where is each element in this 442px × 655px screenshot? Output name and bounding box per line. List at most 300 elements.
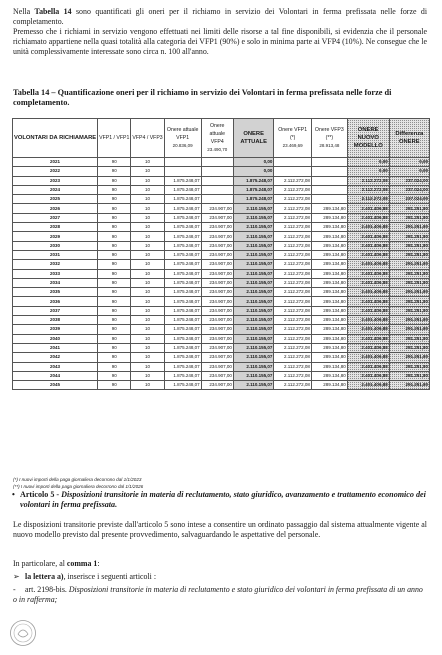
table-cell-o4: 234.907,00 bbox=[201, 316, 233, 325]
table-cell-vfp1: 90 bbox=[98, 213, 131, 222]
table-cell-n1: 2.112.272,08 bbox=[274, 353, 312, 362]
table-cell-att: 0,00 bbox=[233, 167, 274, 176]
table-cell-diff: 291.251,80 bbox=[389, 213, 429, 222]
table-cell-n3 bbox=[311, 167, 347, 176]
table-cell-vfp1: 90 bbox=[98, 260, 131, 269]
table-cell-n3: 289.134,80 bbox=[311, 362, 347, 371]
header-vfp4: VFP4 / VFP3 bbox=[131, 119, 164, 158]
table-cell-o1: 1.875.248,07 bbox=[164, 269, 201, 278]
table-cell-year: 2038 bbox=[13, 316, 98, 325]
table-cell-att: 2.110.155,07 bbox=[233, 250, 274, 259]
body-paragraph-2 bbox=[13, 559, 100, 569]
table-cell-nuovo: 2.401.406,88 bbox=[347, 343, 389, 352]
table-cell-n3 bbox=[311, 158, 347, 167]
table-cell-nuovo: 0,00 bbox=[347, 158, 389, 167]
table-cell-year: 2021 bbox=[13, 158, 98, 167]
table-row bbox=[13, 362, 430, 371]
table-note-2: (**) I nuovi importi della paga giornaliera decorrono dal 1/1/2026 bbox=[13, 484, 144, 490]
table-cell-o4: 234.907,00 bbox=[201, 204, 233, 213]
table-cell-year: 2028 bbox=[13, 223, 98, 232]
table-cell-nuovo: 2.401.406,88 bbox=[347, 269, 389, 278]
table-cell-vfp4: 10 bbox=[131, 297, 164, 306]
table-row bbox=[13, 278, 430, 287]
table-cell-o1: 1.875.248,07 bbox=[164, 213, 201, 222]
intro-lead: Nella bbox=[13, 7, 35, 16]
table-cell-vfp4: 10 bbox=[131, 325, 164, 334]
article-2198bis-title: Disposizioni transitorie in materia di reclutamento e stato giuridico dei volontari in ferma prefissata di un anno o in rafferma; bbox=[13, 585, 423, 604]
table-cell-nuovo: 2.401.406,88 bbox=[347, 334, 389, 343]
table-cell-diff: 291.251,80 bbox=[389, 316, 429, 325]
table-cell-nuovo: 2.401.406,88 bbox=[347, 223, 389, 232]
table-cell-vfp1: 90 bbox=[98, 185, 131, 194]
table-cell-n1: 2.112.272,08 bbox=[274, 316, 312, 325]
header-onere-vfp1-label: Onere attuale VFP1 bbox=[166, 127, 199, 141]
table-cell-n1: 2.112.272,08 bbox=[274, 232, 312, 241]
table-cell-o1: 1.875.248,07 bbox=[164, 223, 201, 232]
table-cell-o1 bbox=[164, 158, 201, 167]
table-cell-vfp4: 10 bbox=[131, 232, 164, 241]
table-cell-n1: 2.112.272,08 bbox=[274, 325, 312, 334]
table-cell-o1: 1.875.248,07 bbox=[164, 176, 201, 185]
table-cell-att: 2.110.155,07 bbox=[233, 269, 274, 278]
table-cell-diff: 291.251,80 bbox=[389, 232, 429, 241]
table-cell-diff: 291.251,80 bbox=[389, 269, 429, 278]
table-cell-vfp1: 90 bbox=[98, 278, 131, 287]
table-body bbox=[13, 158, 430, 390]
table-cell-vfp1: 90 bbox=[98, 167, 131, 176]
table-cell-year: 2030 bbox=[13, 241, 98, 250]
table-cell-year: 2044 bbox=[13, 371, 98, 380]
table-cell-n3: 289.134,80 bbox=[311, 232, 347, 241]
table-cell-n3: 289.134,80 bbox=[311, 343, 347, 352]
table-cell-n3: 289.134,80 bbox=[311, 204, 347, 213]
table-cell-vfp1: 90 bbox=[98, 250, 131, 259]
table-cell-vfp1: 90 bbox=[98, 297, 131, 306]
para2-tail: : bbox=[97, 559, 100, 568]
table-cell-att: 1.875.248,07 bbox=[233, 176, 274, 185]
table-cell-n3: 289.134,80 bbox=[311, 381, 347, 390]
table-cell-nuovo: 2.112.272,08 bbox=[347, 195, 389, 204]
table-cell-vfp1: 90 bbox=[98, 158, 131, 167]
table-cell-year: 2034 bbox=[13, 278, 98, 287]
table-cell-vfp1: 90 bbox=[98, 223, 131, 232]
table-cell-n1: 2.112.272,08 bbox=[274, 306, 312, 315]
table-cell-nuovo: 2.401.406,88 bbox=[347, 288, 389, 297]
table-cell-vfp1: 90 bbox=[98, 176, 131, 185]
table-cell-n3: 289.134,80 bbox=[311, 223, 347, 232]
table-cell-diff: 291.251,80 bbox=[389, 278, 429, 287]
cost-table bbox=[12, 118, 430, 390]
table-cell-vfp4: 10 bbox=[131, 334, 164, 343]
table-cell-nuovo: 2.401.406,88 bbox=[347, 232, 389, 241]
table-reference: Tabella 14 bbox=[34, 7, 72, 16]
arrow-bullet-icon: ➢ bbox=[13, 572, 20, 581]
header-vfp1: VFP1 / VFP1 bbox=[98, 119, 131, 158]
table-cell-o1: 1.875.248,07 bbox=[164, 334, 201, 343]
table-cell-o4: 234.907,00 bbox=[201, 371, 233, 380]
table-row bbox=[13, 158, 430, 167]
table-row bbox=[13, 241, 430, 250]
bullet-icon: • bbox=[12, 490, 15, 499]
table-row bbox=[13, 223, 430, 232]
table-cell-diff: 291.251,80 bbox=[389, 325, 429, 334]
header-onere-nuovo: ONERE NUOVO MODELLO bbox=[347, 119, 389, 158]
table-cell-vfp1: 90 bbox=[98, 269, 131, 278]
table-cell-o4: 234.907,00 bbox=[201, 353, 233, 362]
table-cell-year: 2024 bbox=[13, 185, 98, 194]
table-cell-diff: 291.251,80 bbox=[389, 371, 429, 380]
table-cell-o4 bbox=[201, 195, 233, 204]
table-cell-vfp4: 10 bbox=[131, 204, 164, 213]
table-cell-o4: 234.907,00 bbox=[201, 250, 233, 259]
table-cell-o1: 1.875.248,07 bbox=[164, 232, 201, 241]
table-cell-diff: 291.251,80 bbox=[389, 223, 429, 232]
table-cell-year: 2043 bbox=[13, 362, 98, 371]
table-cell-n1: 2.112.272,08 bbox=[274, 278, 312, 287]
unit-cost-vfp4-attuale: 23.490,70 bbox=[207, 147, 228, 152]
table-cell-vfp1: 90 bbox=[98, 325, 131, 334]
table-notes bbox=[13, 476, 143, 491]
table-cell-nuovo: 2.401.406,88 bbox=[347, 260, 389, 269]
table-cell-nuovo: 0,00 bbox=[347, 167, 389, 176]
table-cell-vfp1: 90 bbox=[98, 195, 131, 204]
table-cell-n1: 2.112.272,08 bbox=[274, 269, 312, 278]
table-cell-o1: 1.875.248,07 bbox=[164, 381, 201, 390]
table-cell-vfp1: 90 bbox=[98, 362, 131, 371]
header-onere-vfp3-new-label: Onere VFP3 (**) bbox=[314, 127, 344, 141]
table-cell-diff: 291.251,80 bbox=[389, 334, 429, 343]
table-row bbox=[13, 185, 430, 194]
table-cell-n3: 289.134,80 bbox=[311, 297, 347, 306]
table-cell-o1: 1.875.248,07 bbox=[164, 306, 201, 315]
table-cell-diff: 0,00 bbox=[389, 167, 429, 176]
table-row bbox=[13, 195, 430, 204]
table-cell-nuovo: 2.401.406,88 bbox=[347, 306, 389, 315]
table-cell-att: 2.110.155,07 bbox=[233, 241, 274, 250]
table-cell-nuovo: 2.401.406,88 bbox=[347, 353, 389, 362]
table-cell-att: 2.110.155,07 bbox=[233, 213, 274, 222]
table-cell-diff: 291.251,80 bbox=[389, 250, 429, 259]
table-cell-att: 2.110.155,07 bbox=[233, 232, 274, 241]
table-cell-n1: 2.112.272,08 bbox=[274, 241, 312, 250]
table-cell-o4: 234.907,00 bbox=[201, 260, 233, 269]
list-item-article-2198bis bbox=[13, 585, 425, 605]
table-cell-vfp4: 10 bbox=[131, 288, 164, 297]
table-row bbox=[13, 353, 430, 362]
unit-cost-vfp3-nuovo: 28.913,48 bbox=[319, 143, 340, 148]
table-row bbox=[13, 213, 430, 222]
header-volontari: VOLONTARI DA RICHIAMARE bbox=[13, 119, 98, 158]
table-cell-nuovo: 2.401.406,88 bbox=[347, 241, 389, 250]
table-cell-vfp4: 10 bbox=[131, 353, 164, 362]
table-cell-diff: 291.251,80 bbox=[389, 306, 429, 315]
para2-reference: comma 1 bbox=[66, 559, 98, 568]
table-cell-vfp1: 90 bbox=[98, 343, 131, 352]
table-cell-o1: 1.875.248,07 bbox=[164, 278, 201, 287]
table-cell-vfp1: 90 bbox=[98, 306, 131, 315]
table-cell-vfp4: 10 bbox=[131, 260, 164, 269]
table-cell-vfp4: 10 bbox=[131, 213, 164, 222]
table-cell-nuovo: 2.401.406,88 bbox=[347, 204, 389, 213]
table-cell-vfp4: 10 bbox=[131, 176, 164, 185]
table-cell-o1: 1.875.248,07 bbox=[164, 362, 201, 371]
table-cell-vfp1: 90 bbox=[98, 353, 131, 362]
table-cell-diff: 237.024,00 bbox=[389, 185, 429, 194]
letter-a-reference: la lettera a) bbox=[25, 572, 64, 581]
table-cell-n1 bbox=[274, 158, 312, 167]
table-cell-year: 2025 bbox=[13, 195, 98, 204]
table-cell-n3: 289.134,80 bbox=[311, 288, 347, 297]
table-row bbox=[13, 250, 430, 259]
table-cell-n3: 289.134,80 bbox=[311, 260, 347, 269]
article-2198bis-number: art. 2198-bis. bbox=[25, 585, 67, 594]
table-cell-vfp4: 10 bbox=[131, 250, 164, 259]
table-cell-nuovo: 2.401.406,88 bbox=[347, 316, 389, 325]
table-cell-att: 2.110.155,07 bbox=[233, 334, 274, 343]
table-cell-nuovo: 2.401.406,88 bbox=[347, 278, 389, 287]
table-row bbox=[13, 334, 430, 343]
table-cell-diff: 291.251,80 bbox=[389, 288, 429, 297]
table-cell-year: 2035 bbox=[13, 288, 98, 297]
table-cell-o1: 1.875.248,07 bbox=[164, 297, 201, 306]
table-cell-o1: 1.875.248,07 bbox=[164, 241, 201, 250]
table-cell-year: 2042 bbox=[13, 353, 98, 362]
table-cell-nuovo: 2.401.406,88 bbox=[347, 362, 389, 371]
table-cell-att: 2.110.155,07 bbox=[233, 288, 274, 297]
table-cell-n1: 2.112.272,08 bbox=[274, 334, 312, 343]
header-onere-vfp4-label: Onere attuale VFP4 bbox=[209, 123, 226, 145]
table-cell-year: 2031 bbox=[13, 250, 98, 259]
header-onere-vfp3-new bbox=[311, 119, 347, 158]
table-cell-n3: 289.134,80 bbox=[311, 278, 347, 287]
header-onere-vfp1-new-label: Onere VFP1 (*) bbox=[278, 127, 308, 141]
table-cell-diff: 291.251,80 bbox=[389, 343, 429, 352]
table-cell-vfp1: 90 bbox=[98, 241, 131, 250]
table-cell-year: 2033 bbox=[13, 269, 98, 278]
table-cell-diff: 291.251,80 bbox=[389, 353, 429, 362]
table-cell-att: 2.110.155,07 bbox=[233, 306, 274, 315]
list-item-letter-a bbox=[13, 572, 156, 582]
table-cell-vfp1: 90 bbox=[98, 334, 131, 343]
table-cell-n3 bbox=[311, 176, 347, 185]
table-cell-o4: 234.907,00 bbox=[201, 297, 233, 306]
table-cell-att: 2.110.155,07 bbox=[233, 204, 274, 213]
table-cell-diff: 291.251,80 bbox=[389, 241, 429, 250]
table-cell-vfp4: 10 bbox=[131, 167, 164, 176]
table-caption: Tabella 14 – Quantificazione oneri per il richiamo in servizio dei Volontari in ferma prefissata nelle forze di completamento. bbox=[13, 88, 392, 107]
table-row bbox=[13, 343, 430, 352]
table-cell-vfp4: 10 bbox=[131, 362, 164, 371]
table-cell-nuovo: 2.401.406,88 bbox=[347, 213, 389, 222]
table-cell-o4: 234.907,00 bbox=[201, 362, 233, 371]
table-cell-n1: 2.112.272,08 bbox=[274, 362, 312, 371]
table-cell-vfp1: 90 bbox=[98, 371, 131, 380]
table-cell-year: 2045 bbox=[13, 381, 98, 390]
table-cell-n1 bbox=[274, 167, 312, 176]
stamp-seal-icon bbox=[8, 618, 38, 648]
table-cell-o4: 234.907,00 bbox=[201, 325, 233, 334]
table-cell-o1: 1.875.248,07 bbox=[164, 204, 201, 213]
dash-bullet-icon: - bbox=[13, 585, 16, 594]
table-cell-n3 bbox=[311, 195, 347, 204]
table-cell-nuovo: 2.112.272,08 bbox=[347, 185, 389, 194]
table-cell-n3: 289.134,80 bbox=[311, 316, 347, 325]
header-onere-vfp4 bbox=[201, 119, 233, 158]
table-cell-diff: 291.251,80 bbox=[389, 204, 429, 213]
table-cell-year: 2040 bbox=[13, 334, 98, 343]
table-cell-vfp4: 10 bbox=[131, 158, 164, 167]
table-cell-year: 2026 bbox=[13, 204, 98, 213]
table-row bbox=[13, 176, 430, 185]
table-cell-diff: 0,00 bbox=[389, 158, 429, 167]
table-cell-n1: 2.112.272,08 bbox=[274, 297, 312, 306]
header-onere-attuale: ONERE ATTUALE bbox=[233, 119, 274, 158]
table-cell-n3: 289.134,80 bbox=[311, 353, 347, 362]
table-row bbox=[13, 306, 430, 315]
table-cell-diff: 237.024,00 bbox=[389, 176, 429, 185]
table-cell-year: 2032 bbox=[13, 260, 98, 269]
table-row bbox=[13, 232, 430, 241]
table-cell-year: 2039 bbox=[13, 325, 98, 334]
table-cell-att: 2.110.155,07 bbox=[233, 362, 274, 371]
table-row bbox=[13, 325, 430, 334]
table-cell-diff: 291.251,80 bbox=[389, 260, 429, 269]
table-cell-att: 2.110.155,07 bbox=[233, 325, 274, 334]
table-cell-year: 2036 bbox=[13, 297, 98, 306]
table-cell-n1: 2.112.272,08 bbox=[274, 223, 312, 232]
table-row bbox=[13, 316, 430, 325]
table-cell-att: 1.875.248,07 bbox=[233, 185, 274, 194]
table-cell-diff: 291.251,80 bbox=[389, 362, 429, 371]
table-row bbox=[13, 288, 430, 297]
table-cell-o4: 234.907,00 bbox=[201, 223, 233, 232]
table-cell-n1: 2.112.272,08 bbox=[274, 195, 312, 204]
table-cell-o4: 234.907,00 bbox=[201, 213, 233, 222]
table-cell-nuovo: 2.401.406,88 bbox=[347, 381, 389, 390]
table-cell-o1: 1.875.248,07 bbox=[164, 250, 201, 259]
table-cell-o4: 234.907,00 bbox=[201, 232, 233, 241]
table-cell-diff: 291.251,80 bbox=[389, 381, 429, 390]
intro-paragraph bbox=[13, 7, 427, 57]
table-cell-diff: 291.251,80 bbox=[389, 297, 429, 306]
table-cell-vfp4: 10 bbox=[131, 343, 164, 352]
table-note-1: (*) I nuovi importi della paga giornaliera decorrono dal 1/1/2023 bbox=[13, 477, 142, 482]
table-cell-o1: 1.875.248,07 bbox=[164, 316, 201, 325]
table-row bbox=[13, 204, 430, 213]
table-cell-o1: 1.875.248,07 bbox=[164, 353, 201, 362]
table-cell-o1: 1.875.248,07 bbox=[164, 195, 201, 204]
table-cell-vfp4: 10 bbox=[131, 195, 164, 204]
table-cell-att: 2.110.155,07 bbox=[233, 260, 274, 269]
table-cell-n3: 289.134,80 bbox=[311, 371, 347, 380]
table-cell-n3: 289.134,80 bbox=[311, 334, 347, 343]
table-cell-att: 0,00 bbox=[233, 158, 274, 167]
table-cell-o4: 234.907,00 bbox=[201, 278, 233, 287]
table-cell-att: 2.110.155,07 bbox=[233, 371, 274, 380]
table-cell-att: 1.875.248,07 bbox=[233, 195, 274, 204]
table-cell-vfp4: 10 bbox=[131, 371, 164, 380]
table-cell-o4 bbox=[201, 158, 233, 167]
table-cell-vfp4: 10 bbox=[131, 306, 164, 315]
table-cell-att: 2.110.155,07 bbox=[233, 381, 274, 390]
table-cell-att: 2.110.155,07 bbox=[233, 297, 274, 306]
table-cell-att: 2.110.155,07 bbox=[233, 353, 274, 362]
article-title: Disposizioni transitorie in materia di reclutamento, stato giuridico, avanzamento e trattamento economico dei volontari in ferma prefissata. bbox=[20, 490, 426, 509]
table-cell-year: 2022 bbox=[13, 167, 98, 176]
table-cell-year: 2023 bbox=[13, 176, 98, 185]
table-cell-n3: 289.134,80 bbox=[311, 250, 347, 259]
table-cell-att: 2.110.155,07 bbox=[233, 343, 274, 352]
table-cell-n1: 2.112.272,08 bbox=[274, 185, 312, 194]
table-cell-year: 2037 bbox=[13, 306, 98, 315]
table-cell-n3: 289.134,80 bbox=[311, 213, 347, 222]
table-row bbox=[13, 297, 430, 306]
para2-lead: In particolare, al bbox=[13, 559, 67, 568]
letter-a-text: , inserisce i seguenti articoli : bbox=[63, 572, 157, 581]
table-cell-o1: 1.875.248,07 bbox=[164, 185, 201, 194]
table-cell-year: 2041 bbox=[13, 343, 98, 352]
table-cell-n3 bbox=[311, 185, 347, 194]
table-cell-year: 2029 bbox=[13, 232, 98, 241]
table-cell-vfp1: 90 bbox=[98, 288, 131, 297]
table-cell-vfp1: 90 bbox=[98, 204, 131, 213]
table-cell-nuovo: 2.401.406,88 bbox=[347, 371, 389, 380]
header-onere-vfp1 bbox=[164, 119, 201, 158]
table-cell-vfp4: 10 bbox=[131, 278, 164, 287]
intro-text-2: Premesso che i richiami in servizio vengono effettuati nei limiti delle risorse a tal fine disponibili, si evidenzia che il personale richiamato appartiene nella quasi totalità alla categoria dei VFP1 (90%) e solo in minima parte ai VFP4 (10%). Ne consegue che le unità complessivamente interessate sono circa n. 100 all'anno. bbox=[13, 26, 427, 56]
table-cell-vfp4: 10 bbox=[131, 223, 164, 232]
table-cell-n1: 2.112.272,08 bbox=[274, 204, 312, 213]
table-row bbox=[13, 381, 430, 390]
table-row bbox=[13, 371, 430, 380]
table-cell-n3: 289.134,80 bbox=[311, 325, 347, 334]
table-cell-o1: 1.875.248,07 bbox=[164, 260, 201, 269]
table-row bbox=[13, 167, 430, 176]
table-cell-vfp4: 10 bbox=[131, 185, 164, 194]
table-cell-vfp4: 10 bbox=[131, 241, 164, 250]
body-paragraph-1: Le disposizioni transitorie previste dall'articolo 5 sono intese a consentire un ordinato passaggio dal sistema attualmente vigente al nuovo modello previsto dal presente provvedimento, salvaguardando le aspettative del personale. bbox=[13, 520, 427, 539]
table-cell-att: 2.110.155,07 bbox=[233, 223, 274, 232]
table-cell-n1: 2.112.272,08 bbox=[274, 381, 312, 390]
table-cell-n1: 2.112.272,08 bbox=[274, 371, 312, 380]
table-cell-n3: 289.134,80 bbox=[311, 241, 347, 250]
table-cell-diff: 237.024,00 bbox=[389, 195, 429, 204]
table-cell-o4: 234.907,00 bbox=[201, 343, 233, 352]
table-cell-nuovo: 2.401.406,88 bbox=[347, 297, 389, 306]
unit-cost-vfp1-attuale: 20.836,09 bbox=[172, 143, 193, 148]
table-cell-o4: 234.907,00 bbox=[201, 241, 233, 250]
table-cell-o4: 234.907,00 bbox=[201, 306, 233, 315]
table-cell-n1: 2.112.272,08 bbox=[274, 250, 312, 259]
table-cell-att: 2.110.155,07 bbox=[233, 278, 274, 287]
table-cell-o1: 1.875.248,07 bbox=[164, 371, 201, 380]
table-cell-o4 bbox=[201, 167, 233, 176]
table-cell-vfp1: 90 bbox=[98, 232, 131, 241]
article-number: Articolo 5 - bbox=[20, 490, 62, 499]
table-cell-n1: 2.112.272,08 bbox=[274, 213, 312, 222]
table-cell-n1: 2.112.272,08 bbox=[274, 260, 312, 269]
table-cell-n1: 2.112.272,08 bbox=[274, 343, 312, 352]
table-cell-o4: 234.907,00 bbox=[201, 381, 233, 390]
table-cell-o4 bbox=[201, 176, 233, 185]
table-cell-n3: 289.134,80 bbox=[311, 306, 347, 315]
table-cell-vfp1: 90 bbox=[98, 316, 131, 325]
table-cell-nuovo: 2.112.272,08 bbox=[347, 176, 389, 185]
table-cell-vfp4: 10 bbox=[131, 269, 164, 278]
table-cell-o4: 234.907,00 bbox=[201, 269, 233, 278]
table-cell-year: 2027 bbox=[13, 213, 98, 222]
table-row bbox=[13, 269, 430, 278]
